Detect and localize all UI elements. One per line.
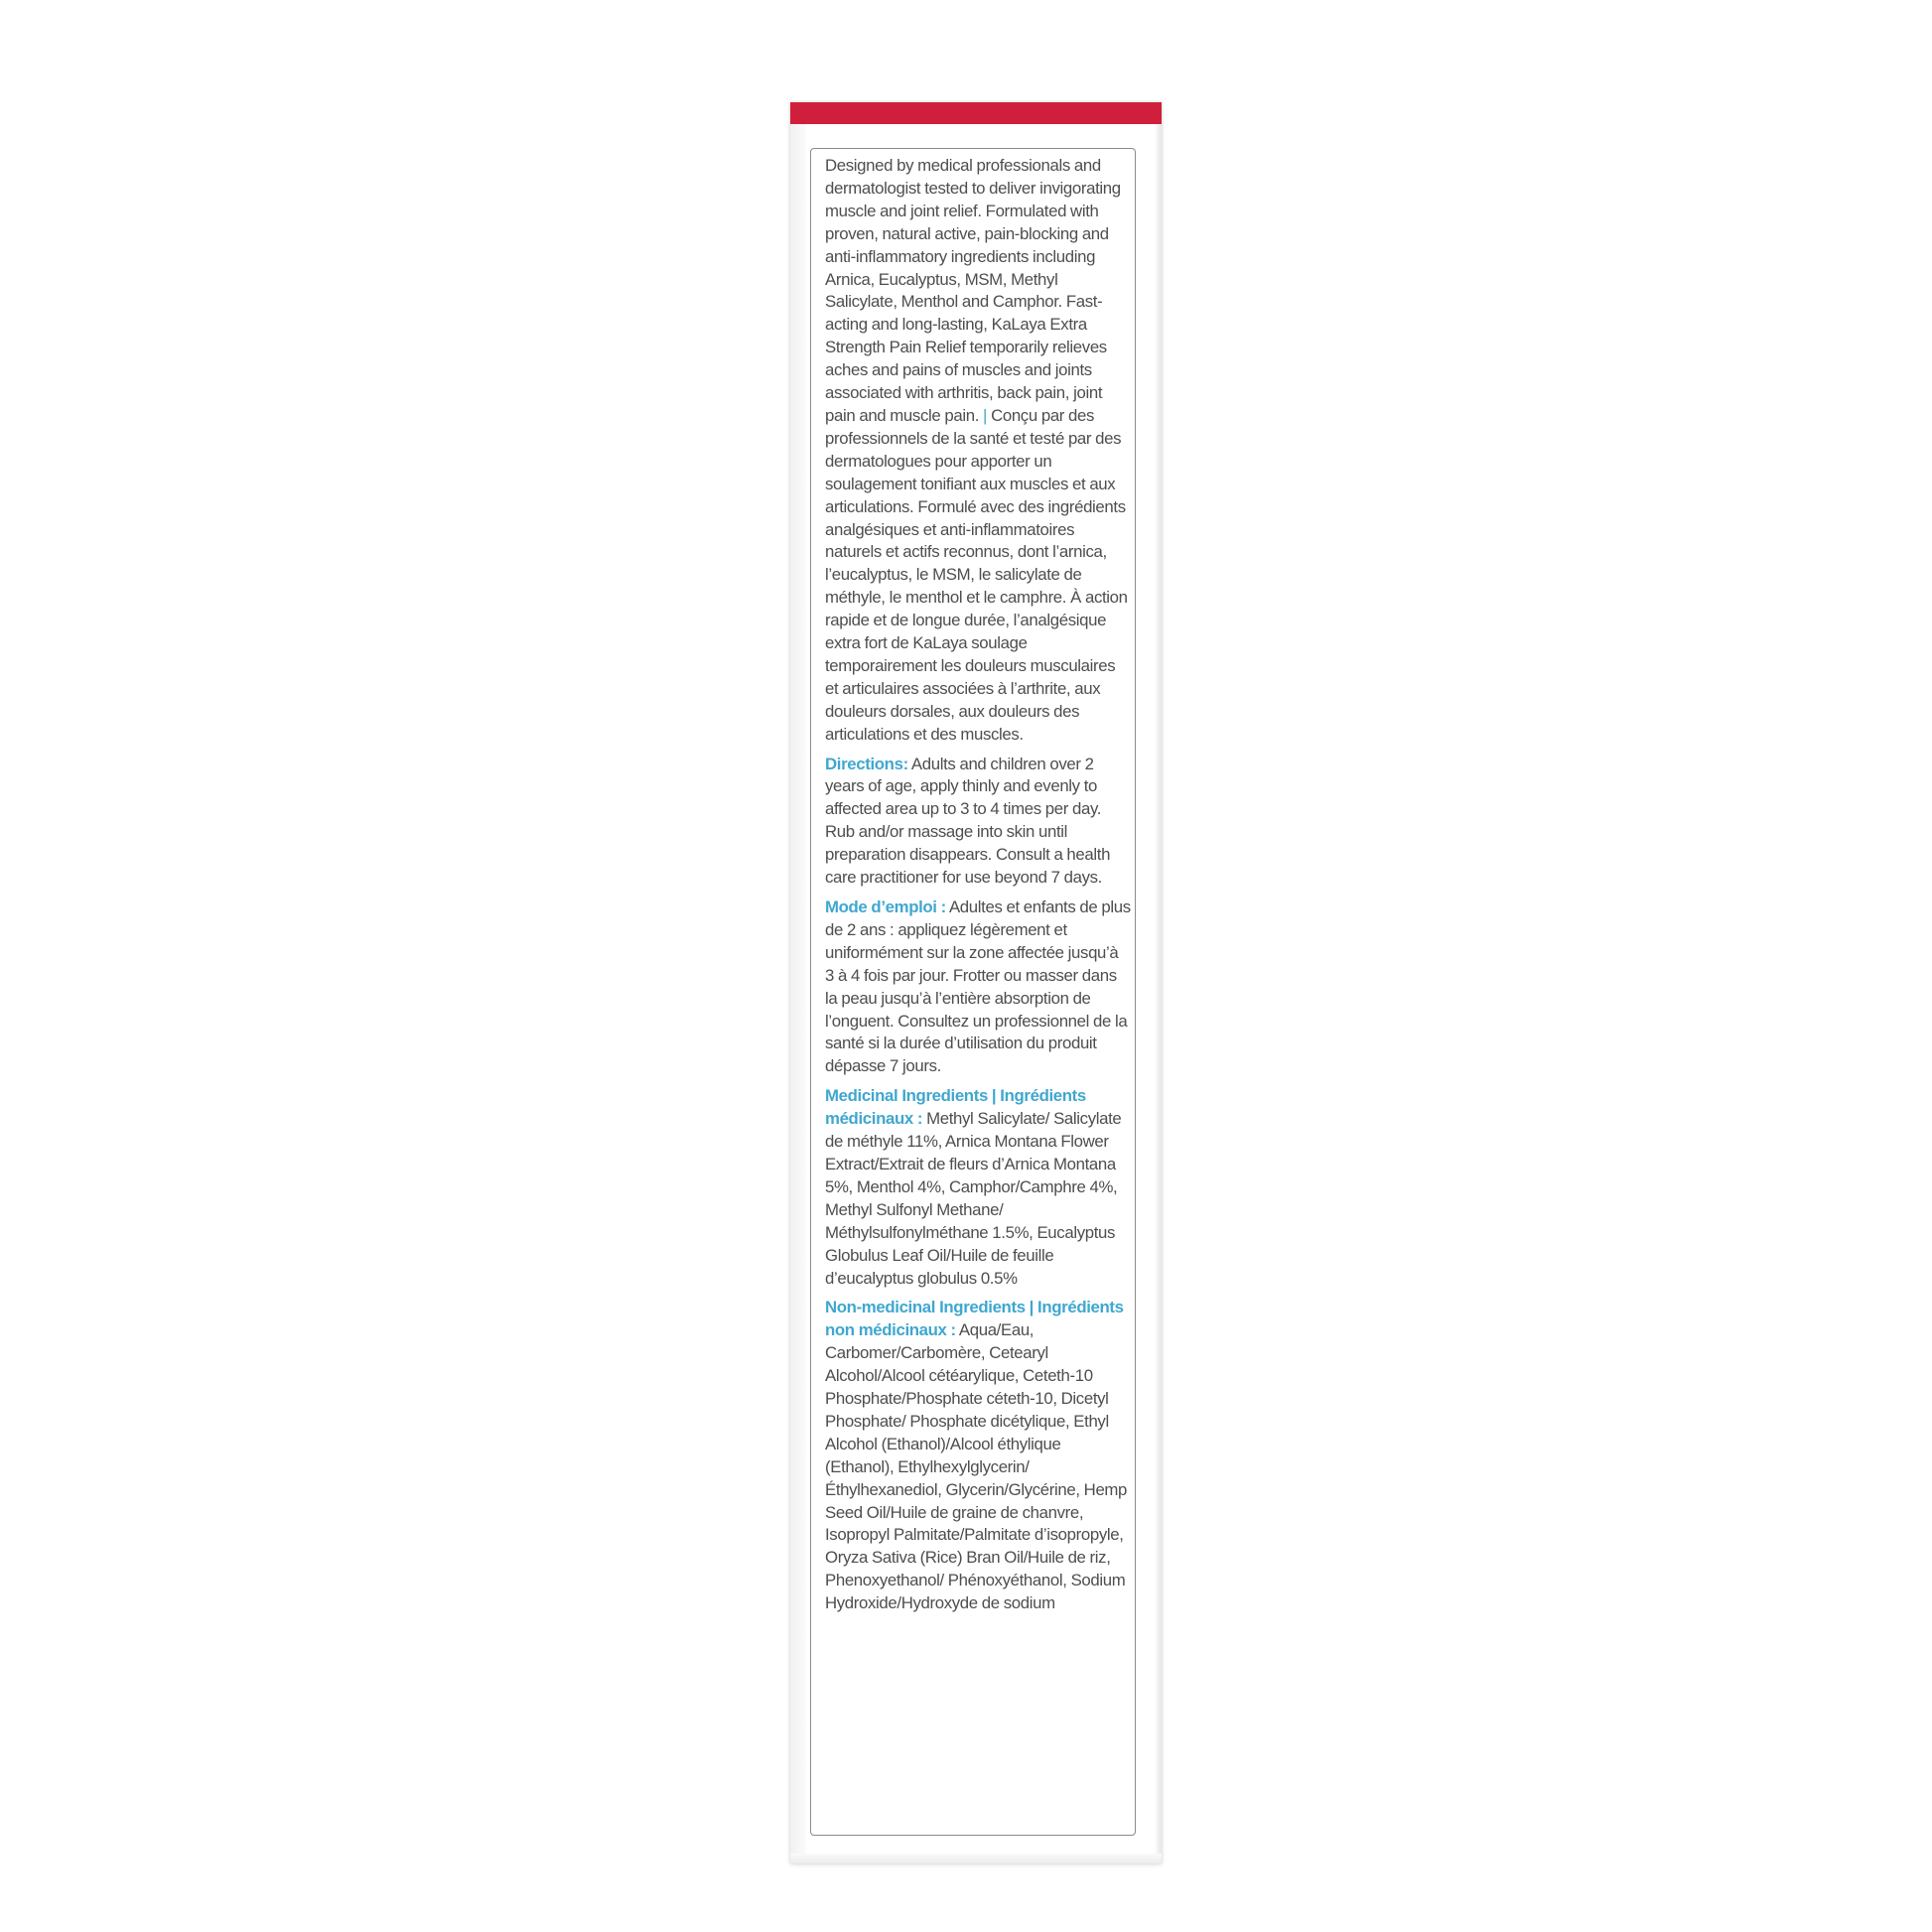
description-paragraph: [825, 155, 1131, 747]
medicinal-ingredients-paragraph: [825, 1085, 1131, 1290]
non-medicinal-ingredients-label: Non-medicinal Ingredients | Ingrédients non médicinaux :: [825, 1298, 1124, 1340]
directions-label: Directions:: [825, 754, 908, 773]
medicinal-ingredients-text: Methyl Salicylate/ Salicylate de méthyle 11%, Arnica Montana Flower Extract/Extrait de fleurs d’Arnica Montana 5%, Menthol 4%, Camphor/Camphre 4%, Methyl Sulfonyl Methane/ Méthylsulfonylméthane 1.5%, Eucalyptus Globulus Leaf Oil/Huile de feuille d’eucalyptus globulus 0.5%: [825, 1109, 1122, 1288]
non-medicinal-ingredients-text: Aqua/Eau, Carbomer/Carbomère, Cetearyl Alcohol/Alcool cétéarylique, Ceteth-10 Phosphate/Phosphate céteth-10, Dicetyl Phosphate/ Phosphate dicétylique, Ethyl Alcohol (Ethanol)/Alcool éthylique (Ethanol), Ethylhexylglycerin/Éthylhexanediol, Glycerin/Glycérine, Hemp Seed Oil/Huile de graine de chanvre, Isopropyl Palmitate/Palmitate d’isopropyle, Oryza Sativa (Rice) Bran Oil/Huile de riz, Phenoxyethanol/ Phénoxyéthanol, Sodium Hydroxide/Hydroxyde de sodium: [825, 1320, 1128, 1613]
directions-paragraph: [825, 754, 1131, 890]
non-medicinal-ingredients-paragraph: [825, 1297, 1131, 1615]
red-top-band: [790, 102, 1162, 124]
description-english: Designed by medical professionals and dermatologist tested to deliver invigorating muscle and joint relief. Formulated with proven, natural active, pain-blocking and anti-inflammatory ingredients including Arnica, Eucalyptus, MSM, Methyl Salicylate, Menthol and Camphor. Fast-acting and long-lasting, KaLaya Extra Strength Pain Relief temporarily relieves aches and pains of muscles and joints associated with arthritis, back pain, joint pain and muscle pain.: [825, 156, 1121, 425]
product-box-side-panel: [790, 102, 1162, 1863]
label-text-content: [825, 155, 1131, 1622]
mode-emploi-label: Mode d’emploi :: [825, 897, 946, 916]
box-bottom-edge: [790, 1854, 1162, 1863]
directions-text: Adults and children over 2 years of age, apply thinly and evenly to affected area up to 3 to 4 times per day. Rub and/or massage into skin until preparation disappears. Consult a health care practitioner for use beyond 7 days.: [825, 754, 1111, 888]
label-text-panel: [810, 148, 1136, 1836]
medicinal-ingredients-label: Medicinal Ingredients | Ingrédients médicinaux :: [825, 1086, 1086, 1129]
language-separator: |: [983, 405, 988, 425]
mode-emploi-text: Adultes et enfants de plus de 2 ans : appliquez légèrement et uniformément sur la zone affectée jusqu’à 3 à 4 fois par jour. Frotter ou masser dans la peau jusqu’à l’entière absorption de l’onguent. Consultez un professionnel de la santé si la durée d’utilisation du produit dépasse 7 jours.: [825, 897, 1131, 1076]
box-right-edge: [1156, 124, 1162, 1863]
description-french: Conçu par des professionnels de la santé et testé par des dermatologues pour apporter un soulagement tonifiant aux muscles et aux articulations. Formulé avec des ingrédients analgésiques et anti-inflammatoires naturels et actifs reconnus, dont l’arnica, l’eucalyptus, le MSM, le salicylate de méthyle, le menthol et le camphre. À action rapide et de longue durée, l’analgésique extra fort de KaLaya soulage temporairement les douleurs musculaires et articulaires associées à l’arthrite, aux douleurs dorsales, aux douleurs des articulations et des muscles.: [825, 405, 1128, 744]
mode-emploi-paragraph: [825, 897, 1131, 1078]
box-left-edge: [790, 124, 806, 1863]
